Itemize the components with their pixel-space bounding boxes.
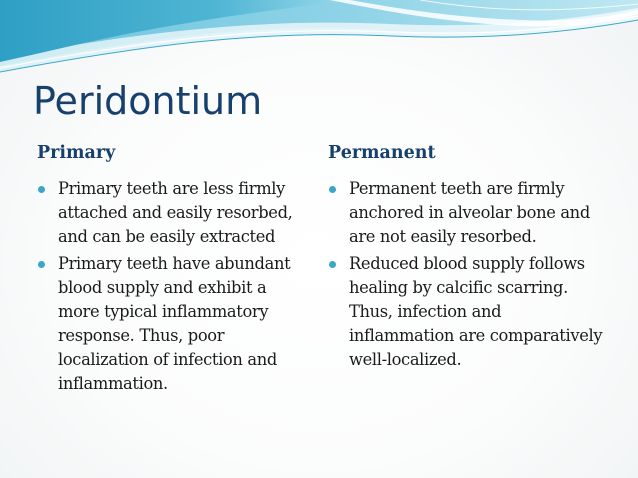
list-item (328, 177, 603, 249)
column-heading-primary: Primary (37, 143, 116, 163)
list-item (37, 177, 312, 249)
bullet-icon (329, 261, 336, 268)
list-item-text: Primary teeth have abundant blood supply and exhibit a more typical inflammatory response. Thus, poor localization of infection and inflammation. (58, 254, 291, 393)
permanent-bullet-list (328, 177, 603, 375)
list-item (37, 252, 312, 396)
bullet-icon (38, 186, 45, 193)
list-item-text: Permanent teeth are firmly anchored in alveolar bone and are not easily resorbed. (349, 179, 590, 246)
bullet-icon (329, 186, 336, 193)
column-heading-permanent: Permanent (328, 143, 436, 163)
bullet-icon (38, 261, 45, 268)
list-item (328, 252, 603, 372)
primary-bullet-list (37, 177, 312, 399)
list-item-text: Reduced blood supply follows healing by calcific scarring. Thus, infection and inflammation are comparatively well-localized. (349, 254, 603, 369)
list-item-text: Primary teeth are less firmly attached and easily resorbed, and can be easily extracted (58, 179, 293, 246)
wave-header-decoration (0, 0, 638, 80)
slide-title: Peridontium (33, 79, 263, 123)
